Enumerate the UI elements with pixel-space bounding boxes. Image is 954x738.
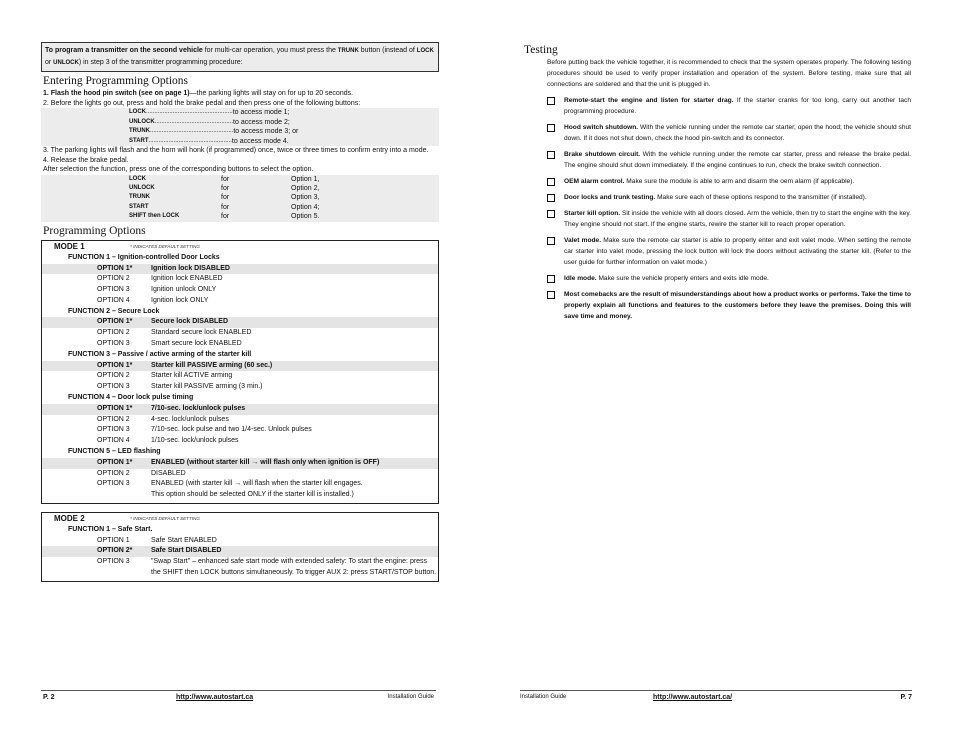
option-value: 4-sec. lock/unlock pulses [151,415,229,423]
option-value: Safe Start ENABLED [151,536,217,544]
note-text: for multi-car operation, you must press the [202,47,338,54]
checkbox-icon[interactable] [547,124,555,132]
function-title [42,525,438,536]
mode-access-row [41,118,439,127]
option-key-row [41,212,439,221]
checklist-item [520,122,911,144]
option-value: 1/10-sec. lock/unlock pulses [151,437,239,445]
option-value: the SHIFT then LOCK buttons simultaneously. To trigger AUX 2: press START/STOP button. [151,569,437,577]
function-label: FUNCTION 2 – Secure Lock [68,307,160,315]
option-for: for [221,203,230,211]
option-value: 7/10-sec. lock pulse and two 1/4-sec. Unlock pulses [151,426,312,434]
option-row [42,328,438,339]
mode-access-row [41,127,439,136]
checklist-body: Make sure the module is able to arm and disarm the oem alarm (if applicable). [624,178,855,186]
mode-header [42,514,438,525]
checkbox-icon[interactable] [547,237,555,245]
option-value: "Swap Start" – enhanced safe start mode with extended safety: To start the engine: press [151,558,428,566]
footer-url-link[interactable]: http://www.autostart.ca [176,694,254,701]
option-value: Starter kill PASSIVE arming (3 min.) [151,383,263,391]
mode-2-table [41,512,439,582]
mode-text: to access mode 2; [233,118,290,126]
option-key-row [41,193,439,202]
option-row [42,458,438,469]
testing-intro: Before putting back the vehicle together, it is recommended to check that the system operates properly. The following testing procedures should be used to verify proper installation and operation of the system. Before testing, make sure that all connections are soldered and that the unit is plugged in. [547,59,911,89]
checklist-bold: Most comebacks are the result of misunderstandings about how a product works or performs. Take the time to properly explain all functions and features to the customers before they leave the premises. Doing this will save time and money. [564,291,911,321]
function-title [42,307,438,318]
option-label: OPTION 1* [97,458,133,466]
checkbox-icon[interactable] [547,275,555,283]
step-1-bold: 1. Flash the hood pin switch (see on page 1) [43,90,190,98]
option-value: 7/10-sec. lock/unlock pulses [151,404,246,412]
testing-title: Testing [524,44,558,56]
step-1-text: the parking lights will stay on for up to 20 seconds. [196,90,354,98]
option-label: OPTION 2* [97,547,133,555]
footer-url-link[interactable]: http://www.autostart.ca/ [653,694,733,701]
option-label: OPTION 3 [97,558,130,566]
option-key: START [129,203,149,210]
option-row [42,339,438,350]
option-key: LOCK [129,175,146,182]
option-row [42,296,438,307]
option-key-row [41,203,439,212]
default-note: * INDICATES DEFAULT SETTING [130,516,200,522]
checklist-text [564,192,911,203]
mode-access-list [41,108,439,146]
footer-url[interactable] [653,694,732,703]
option-number: Option 4; [291,203,320,211]
option-label: OPTION 3 [97,480,130,488]
trunk-key: TRUNK [337,48,359,54]
option-row [42,274,438,285]
function-title [42,253,438,264]
checklist-text [564,208,911,230]
checklist-text [564,235,911,268]
left-page [41,42,439,582]
note-text: ) in step 3 of the transmitter programming procedure: [78,59,243,66]
note-text: or [45,59,54,66]
lock-key: LOCK [416,48,434,54]
option-label: OPTION 3 [97,383,130,391]
checklist-item [520,192,911,203]
option-row [42,536,438,547]
function-label: FUNCTION 3 – Passive / active arming of the starter kill [68,350,252,358]
mode-text: to access mode 1; [232,109,290,117]
option-label [42,568,151,579]
step-1: 1. Flash the hood pin switch (see on page 1)—the parking lights will stay on for up to 20 seconds. [43,90,354,98]
option-row [42,371,438,382]
option-value: Secure lock DISABLED [151,318,229,326]
checkbox-icon[interactable] [547,151,555,159]
entering-steps [41,89,439,108]
function-label: FUNCTION 1 – Ignition-controlled Door Locks [68,253,220,261]
checklist-item [520,208,911,230]
mode-label: MODE 1 [54,241,85,251]
option-row [42,285,438,296]
mode-key: UNLOCK [129,118,155,125]
function-title [42,393,438,404]
option-value: Starter kill PASSIVE arming (60 sec.) [151,361,273,369]
checklist-item [520,149,911,171]
right-footer [520,690,912,704]
option-for: for [221,175,230,183]
checklist-item [520,176,911,187]
page-number: P. 2 [43,694,55,701]
checklist-bold: Remote-start the engine and listen for starter drag. [564,97,734,105]
step-2: 2. Before the lights go out, press and hold the brake pedal and then press one of the following buttons: [43,99,361,107]
mode-1-table [41,240,439,504]
checklist-item [520,289,911,322]
function-title [42,447,438,458]
option-value: Ignition lock ONLY [151,296,209,304]
mode-header [42,242,438,253]
option-label: OPTION 4 [97,437,130,445]
option-label: OPTION 3 [97,426,130,434]
unlock-key: UNLOCK [53,60,79,66]
option-row [42,479,438,490]
checklist-body: Make sure the vehicle properly enters and exits idle mode. [596,275,769,283]
option-key-row [41,175,439,184]
footer-guide: Installation Guide [387,694,434,700]
checkbox-icon[interactable] [547,210,555,218]
default-note: * INDICATES DEFAULT SETTING [130,243,200,249]
checklist-bold: OEM alarm control. [564,178,625,186]
option-number: Option 3, [291,194,320,202]
option-label: OPTION 1* [97,404,133,412]
option-label [42,490,151,501]
checkbox-icon[interactable] [547,97,555,105]
option-label: OPTION 3 [97,340,130,348]
checklist-text [564,149,911,171]
option-label: OPTION 4 [97,296,130,304]
option-key: SHIFT then LOCK [129,213,180,220]
mode-label: MODE 2 [54,514,85,524]
option-value: Ignition unlock ONLY [151,286,217,294]
checklist-item [520,273,911,284]
option-row [42,404,438,415]
option-for: for [221,184,230,192]
checklist-body: Sit inside the vehicle with all doors closed. Arm the vehicle, then try to start the engine with the key. They engine should not start. If the engine starts, rewire the starter kill to reach proper operation. [564,210,911,229]
option-label: OPTION 2 [97,329,130,337]
page-number: P. 7 [900,694,912,701]
checklist-body: Make sure the remote car starter is able to properly enter and exit valet mode. When setting the remote car starter into valet mode, pressing the lock button will lock the doors without activating the starter kill. (Refer to the user guide for further information on valet mode.) [564,237,911,267]
option-row [42,568,438,579]
option-row [42,557,438,568]
checklist-body: Make sure each of these options respond to the transmitter (if installed). [655,194,867,202]
option-key: TRUNK [129,194,150,201]
option-label: OPTION 2 [97,469,130,477]
mode-dots: .................................................. [148,137,232,144]
checklist-text [564,122,911,144]
step-3: 3. The parking lights will flash and the horn will honk (if programmed) once, twice or three times to confirm entry into a mode. [43,147,429,154]
option-key-row [41,184,439,193]
function-title [42,350,438,361]
function-label: FUNCTION 1 – Safe Start. [68,525,153,533]
option-row [42,469,438,480]
checklist-bold: Door locks and trunk testing. [564,194,656,202]
option-row [42,361,438,372]
mode-key: TRUNK [129,128,150,135]
option-label: OPTION 1* [97,264,133,272]
mode-key: LOCK [129,109,146,116]
option-value: DISABLED [151,469,186,477]
option-row [42,264,438,275]
option-label: OPTION 1 [97,536,130,544]
option-label: OPTION 1* [97,318,133,326]
left-footer [41,690,436,704]
checklist-body: With the vehicle running under the remote car starter, press and release the brake pedal. The engine should shut down immediately. If the engine continues to run, check the brake switch connection. [564,151,911,170]
checklist-bold: Hood switch shutdown. [564,124,639,132]
option-number: Option 2, [291,184,320,192]
option-value: ENABLED (without starter kill → will flash only when ignition is OFF) [151,458,380,466]
checklist-bold: Idle mode. [564,275,597,283]
after-selection: After selection the function, press one of the corresponding buttons to select the option. [43,166,314,173]
option-value: Starter kill ACTIVE arming [151,372,233,380]
checklist-body: If the starter cranks for too long, carry out another tach programming procedure. [564,97,911,116]
second-vehicle-note [41,42,439,72]
mode-dots: .................................................. [150,128,234,135]
checkbox-icon[interactable] [547,178,555,186]
option-row [42,546,438,557]
step-4: 4. Release the brake pedal. [43,156,129,164]
footer-url[interactable] [176,694,253,703]
option-label: OPTION 3 [97,286,130,294]
checkbox-icon[interactable] [547,291,555,299]
option-for: for [221,213,230,221]
checklist-text [564,273,911,284]
checklist-item [520,235,911,268]
option-value: Ignition lock ENABLED [151,275,223,283]
entering-steps-2 [41,146,439,175]
option-value: Ignition lock DISABLED [151,264,230,272]
function-label: FUNCTION 5 – LED flashing [68,448,161,456]
option-label: OPTION 2 [97,415,130,423]
note-lead: To program a transmitter on the second vehicle [45,47,203,54]
option-label: OPTION 2 [97,372,130,380]
mode-text: to access mode 3; or [233,128,299,136]
option-label: OPTION 2 [97,275,130,283]
mode-text: to access mode 4. [231,137,289,145]
note-text: button (instead of [358,47,417,54]
checklist-bold: Starter kill option. [564,210,621,218]
checklist-body: With the vehicle running under the remote car starter, open the hood; the vehicle should shut down. If it does not shut down, check the hood pin-switch and its connector. [564,124,911,143]
option-label: OPTION 1* [97,361,133,369]
option-row [42,490,438,501]
option-row [42,317,438,328]
checklist-bold: Brake shutdown circuit. [564,151,641,159]
footer-guide: Installation Guide [520,694,567,700]
option-number: Option 5. [291,213,320,221]
option-row [42,425,438,436]
option-value: Safe Start DISABLED [151,547,222,555]
option-row [42,415,438,426]
mode-access-row [41,137,439,146]
mode-key: START [129,137,149,144]
checklist-item [520,95,911,117]
mode-access-row [41,108,439,117]
option-for: for [221,194,230,202]
right-page [520,43,911,322]
checklist-text [564,95,911,117]
option-value: Standard secure lock ENABLED [151,329,252,337]
entering-title: Entering Programming Options [43,75,189,87]
option-key: UNLOCK [129,184,155,191]
checkbox-icon[interactable] [547,194,555,202]
option-number: Option 1, [291,175,320,183]
option-value: This option should be selected ONLY if the starter kill is installed.) [151,491,354,499]
checklist-bold: Valet mode. [564,237,602,245]
option-row [42,436,438,447]
option-key-list [41,175,439,222]
programming-options-title: Programming Options [43,224,146,237]
checklist-text [564,176,911,187]
mode-dots: ............................................... [154,118,234,125]
checklist-text [564,289,911,322]
function-label: FUNCTION 4 – Door lock pulse timing [68,394,194,402]
option-value: Smart secure lock ENABLED [151,340,242,348]
option-row [42,382,438,393]
mode-dots: .................................................... [146,109,233,116]
testing-checklist [520,95,911,322]
option-value: ENABLED (with starter kill → will flash when the starter kill engages. [151,480,363,488]
